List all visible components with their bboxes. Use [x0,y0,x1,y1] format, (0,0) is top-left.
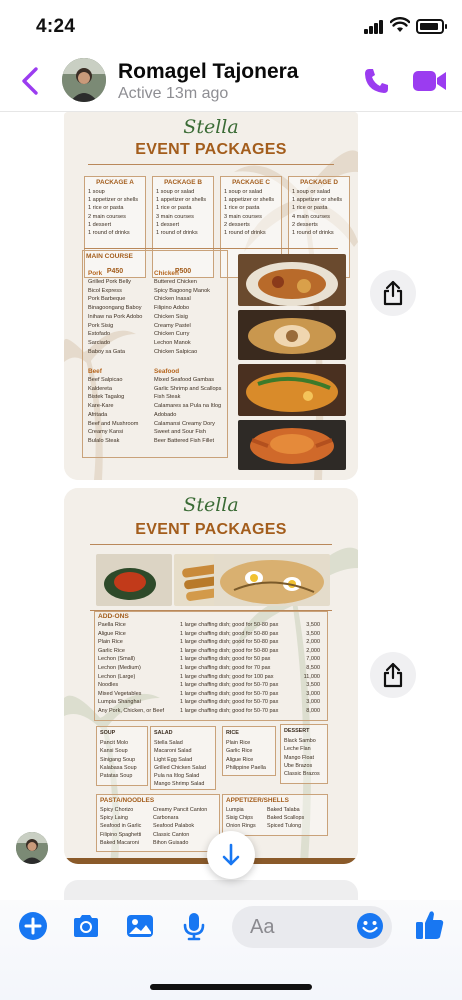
chicken-heading: Chicken [154,270,179,277]
pork-list: Grilled Pork Belly Bicol Express Pork Barbeque Binagoongang Baboy Inihaw na Pork Adobo Pork Sisig Estofado Sarciado Baboy sa Gata [88,279,143,355]
package-price: P500 [174,268,192,275]
table-row: Any Pork, Chicken, or Beef 1 large chaffing dish; good for 50-70 pax 8,000 [98,707,320,714]
add-ons-frame [94,611,328,721]
plus-icon[interactable] [17,910,49,942]
status-time: 4:24 [36,16,76,37]
pasta-noodles-box: PASTA/NOODLES Spicy Chorizo Spicy Laing Seafood in Garlic Filipino Spaghetti Baked Macaroni Creamy Pancit Canton Carbonara Seafood Palabok Classic Canton Bihon Guisado [96,794,220,852]
food-photo-plate [238,254,346,306]
brand-logo: Stella [183,116,239,138]
share-icon [382,280,404,306]
pork-heading: Pork [88,270,103,277]
food-photo-curry [238,364,346,416]
food-photo-roll [238,310,346,360]
brand-logo: Stella [183,494,239,516]
seafood-list: Mixed Seafood Gambas Garlic Shrimp and Scallops Fish Steak Calamares sa Pula na Itlog Adobado Calamansi Creamy Dory Sweet and Sour Fish Beer Battered Fish Fillet [154,377,222,444]
back-chevron-icon[interactable] [18,66,44,96]
divider [88,164,334,165]
chat-header [0,52,462,112]
salad-box: SALAD Stella Salad Macaroni Salad Light Egg Salad Grilled Chicken Salad Pula na Itlog Salad Mango Shrimp Salad [150,726,216,790]
cellular-signal-icon [364,20,384,34]
main-course-heading: MAIN COURSE [86,253,133,260]
table-row: Lechon (Medium) 1 large chaffing dish; good for 70 pax 8,500 [98,664,320,671]
table-row: Paella Rice 1 large chaffing dish; good for 50-80 pax 3,500 [98,622,320,628]
chicken-list: Buttered Chicken Spicy Bagoong Manok Chicken Inasal Filipino Adobo Chicken Sisig Creamy Pastel Chicken Curry Lechon Manok Chicken Salpicao [154,279,210,355]
food-photo-sauce [96,554,172,606]
package-d-box: PACKAGE D 1 soup or salad 1 appetizer or shells 1 rice or pasta 4 main courses 2 desserts 1 round of drinks [288,176,350,278]
table-row: Lechon (Large) 1 large chaffing dish; good for 100 pax 11,000 [98,673,320,680]
table-row: Plain Rice 1 large chaffing dish; good for 50-80 pax 2,000 [98,639,320,646]
message-composer [0,900,462,1000]
dessert-box: DESSERT Black Sambo Leche Flan Mango Float Ube Brazos Classic Brazos [280,724,328,784]
battery-icon [416,19,444,34]
camera-icon[interactable] [70,910,102,942]
package-c-box: PACKAGE C 1 soup or salad 1 appetizer or shells 1 rice or pasta 3 main courses 2 desserts 1 round of drinks [220,176,282,278]
add-ons-heading: ADD-ONS [98,613,129,620]
seafood-heading: Seafood [154,368,180,375]
divider [84,248,338,249]
avatar[interactable] [62,58,106,102]
divider [90,544,332,545]
table-row: Noodles 1 large chaffing dish; good for 50-70 pax 3,500 [98,682,320,689]
contact-name: Romagel Tajonera [118,60,299,83]
food-photo-crab [238,420,346,470]
wifi-icon [390,17,410,33]
beef-heading: Beef [88,368,102,375]
home-indicator [150,984,312,990]
soup-box: SOUP Pancit Molo Kansi Soup Sinigang Soup Kalabasa Soup Patatas Soup [96,726,148,786]
active-status: Active 13m ago [118,85,229,102]
status-bar [0,0,462,52]
share-button[interactable] [370,652,416,698]
event-packages-image-2[interactable] [64,488,358,864]
food-photo-pancit [214,554,330,606]
gallery-icon[interactable] [124,910,156,942]
scroll-to-bottom-button[interactable] [207,831,255,879]
package-price: P450 [106,268,124,275]
appetizer-shells-box: APPETIZER/SHELLS Lumpia Sisig Chips Onion Rings Baked Talaba Baked Scallops Spiced Tulong [222,794,328,836]
microphone-icon[interactable] [178,910,210,942]
table-row: Aligue Rice 1 large chaffing dish; good for 50-80 pax 3,500 [98,630,320,637]
table-row: Lechon (Small) 1 large chaffing dish; good for 50 pax 7,000 [98,656,320,663]
package-a-box: PACKAGE A 1 soup 1 appetizer or shells 1 rice or pasta 2 main courses 1 dessert 1 round of drinks P450 [84,176,146,278]
table-row: Lumpia Shanghai 1 large chaffing dish; good for 50-70 pax 3,000 [98,699,320,706]
table-row: Garlic Rice 1 large chaffing dish; good for 50-80 pax 2,000 [98,647,320,654]
poster-title: EVENT PACKAGES [135,141,287,158]
beef-list: Beef Salpicao Kaldereta Bistek Tagalog Kare-Kare Afritada Beef and Mushroom Creamy Kansi Bulalo Steak [88,377,139,444]
phone-icon[interactable] [362,66,392,96]
video-camera-icon[interactable] [412,68,448,94]
next-message-bubble [64,880,358,900]
table-row: Mixed Vegetables 1 large chaffing dish; good for 50-70 pax 3,000 [98,690,320,697]
thumbs-up-icon[interactable] [414,908,446,942]
poster-title: EVENT PACKAGES [135,521,287,538]
package-b-box: PACKAGE B 1 soup or salad 1 appetizer or shells 1 rice or pasta 3 main courses 1 dessert 1 round of drinks P500 [152,176,214,278]
emoji-icon[interactable] [356,912,384,940]
arrow-down-icon [221,843,241,867]
share-button[interactable] [370,270,416,316]
event-packages-image-1[interactable] [64,112,358,480]
share-icon [382,662,404,688]
sender-avatar[interactable] [16,832,48,864]
rice-box: RICE Plain Rice Garlic Rice Aligue Rice Philippine Paella [222,726,276,776]
